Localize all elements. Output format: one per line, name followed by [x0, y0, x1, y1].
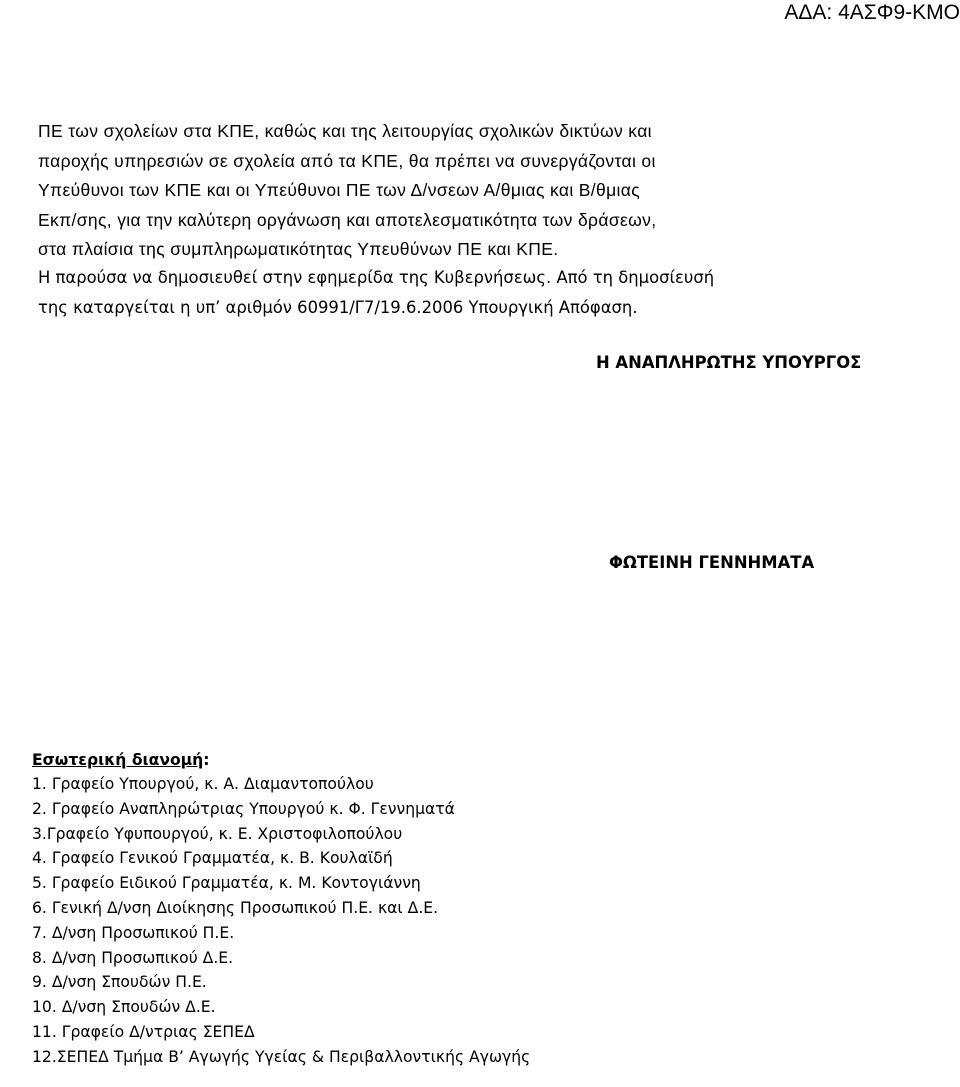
distribution-heading-colon: :: [203, 751, 210, 769]
distribution-heading-text: Εσωτερική διανομή: [32, 751, 204, 769]
list-item: 7. Δ/νση Προσωπικού Π.Ε.: [32, 923, 235, 942]
signature-name: ΦΩΤΕΙΝΗ ΓΕΝΝΗΜΑΤΑ: [609, 553, 815, 572]
paragraph-line: παροχής υπηρεσιών σε σχολεία από τα ΚΠΕ, θα πρέπει να συνεργάζονται οι: [38, 150, 656, 171]
paragraph-line: στα πλαίσια της συμπληρωματικότητας Υπευθύνων ΠΕ και ΚΠΕ.: [38, 239, 559, 259]
list-item: 12.ΣΕΠΕΔ Τμήμα Β’ Αγωγής Υγείας & Περιβαλλοντικής Αγωγής: [32, 1047, 531, 1066]
list-item: 2. Γραφείο Αναπληρώτριας Υπουργού κ. Φ. Γεννηματά: [32, 799, 455, 818]
body-paragraph-2: [38, 263, 918, 322]
list-item: 4. Γραφείο Γενικού Γραμματέα, κ. Β. Κουλαϊδή: [32, 849, 393, 868]
signature-title: Η ΑΝΑΠΛΗΡΩΤΗΣ ΥΠΟΥΡΓΟΣ: [596, 353, 862, 372]
list-item: 9. Δ/νση Σπουδών Π.Ε.: [32, 973, 207, 992]
ada-code: ΑΔΑ: 4ΑΣΦ9-ΚΜΟ: [784, 1, 960, 24]
list-item: 5. Γραφείο Ειδικού Γραμματέα, κ. Μ. Κοντογιάννη: [32, 874, 421, 893]
list-item: 8. Δ/νση Προσωπικού Δ.Ε.: [32, 948, 234, 967]
paragraph-line: Εκπ/σης, για την καλύτερη οργάνωση και αποτελεσματικότητα των δράσεων,: [38, 209, 657, 230]
paragraph-line: ΠΕ των σχολείων στα ΚΠΕ, καθώς και της λειτουργίας σχολικών δικτύων και: [38, 121, 652, 141]
internal-distribution-list: [32, 748, 530, 1070]
paragraph-line: Η παρούσα να δημοσιευθεί στην εφημερίδα της Κυβερνήσεως. Από τη δημοσίευσή: [38, 268, 715, 287]
distribution-heading: [32, 748, 530, 772]
list-item: 10. Δ/νση Σπουδών Δ.Ε.: [32, 998, 216, 1017]
list-item: 3.Γραφείο Υφυπουργού, κ. Ε. Χριστοφιλοπούλου: [32, 824, 403, 843]
list-item: 6. Γενική Δ/νση Διοίκησης Προσωπικού Π.Ε. και Δ.Ε.: [32, 898, 439, 917]
paragraph-line: της καταργείται η υπ’ αριθμόν 60991/Γ7/19.6.2006 Υπουργική Απόφαση.: [38, 297, 638, 317]
list-item: 11. Γραφείο Δ/ντριας ΣΕΠΕΔ: [32, 1022, 255, 1041]
body-paragraph-1: [38, 117, 918, 265]
paragraph-line: Υπεύθυνοι των ΚΠΕ και οι Υπεύθυνοι ΠΕ των Δ/νσεων Α/θμιας και Β/θμιας: [38, 180, 641, 200]
list-item: 1. Γραφείο Υπουργού, κ. Α. Διαμαντοπούλου: [32, 775, 374, 793]
